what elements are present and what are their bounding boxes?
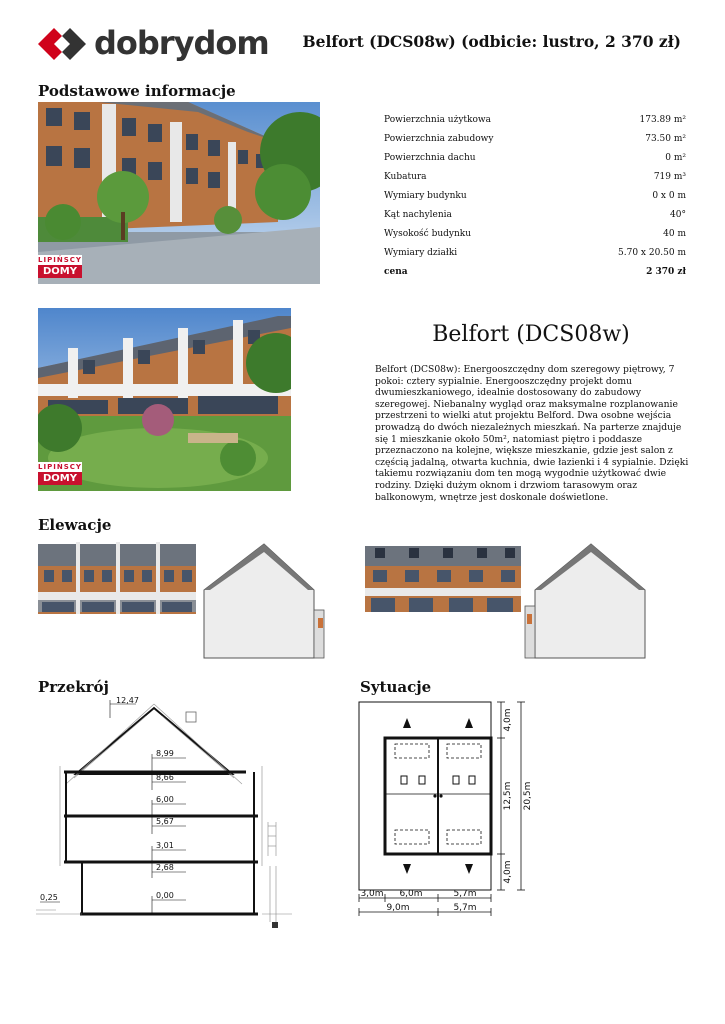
spec-row [384, 206, 686, 225]
spec-row [384, 168, 686, 187]
house-photo-front [38, 102, 320, 284]
spec-value: 0 m² [665, 153, 686, 163]
price-value: 2 370 zł [646, 267, 686, 277]
spec-label: Kubatura [384, 172, 427, 182]
spec-label: Kąt nachylenia [384, 210, 452, 220]
logo[interactable] [36, 22, 269, 64]
brand-badge-bottom: DOMY [38, 472, 82, 485]
level-label: 0,25 [40, 893, 58, 902]
spec-row [384, 244, 686, 263]
site-dim-label: 3,0m [360, 889, 384, 899]
spec-value: 719 m³ [653, 172, 686, 182]
spec-label: Powierzchnia zabudowy [384, 134, 494, 144]
level-label: 12,47 [116, 696, 139, 705]
spec-table [384, 111, 686, 282]
site-dim-label: 9,0m [386, 903, 410, 913]
spec-label: Powierzchnia użytkowa [384, 115, 491, 125]
spec-value: 173.89 m² [639, 115, 686, 125]
cross-section-drawing [36, 696, 302, 932]
spec-value: 40° [670, 210, 686, 220]
site-dim-label: 5,7m [453, 903, 477, 913]
house-photo-garden [38, 308, 291, 491]
level-label: 3,01 [156, 841, 174, 850]
house-description: Belfort (DCS08w): Energooszczędny dom szeregowy piętrowy, 7 pokoi: cztery sypialnie. Energooszczędny projekt domu dwumieszkaniowego, idealnie dostosowany do zabudowy szeregowej. Niebanalny wygląd oraz maksymalne rozplanowanie przestrzeni to wielki atut projektu Belford. Dwa osobne wejścia prowadzą do dwóch niezależnych mieszkań. Na parterze znajduje się 1 mieszkanie około 50m², natomiast piętro i poddasze przeznaczono na kolejne, większe mieszkanie, gdzie jest salon z częścią jadalną, otwarta kuchnia, dwie łazienki i 4 sypialnie. Dzięki takiemu rozwiązaniu dom ten mogą wygodnie użytkować dwie rodziny. Dzięki dużym oknom i drzwiom tarasowym oraz balkonowym, wnętrze jest doskonale doświetlone. [375, 364, 689, 503]
spec-row [384, 111, 686, 130]
elevation-drawings-left [38, 540, 330, 660]
site-plan-drawing [355, 698, 533, 926]
logo-mark-icon [36, 24, 88, 62]
spec-row [384, 149, 686, 168]
spec-row-price [384, 263, 686, 282]
level-label: 8,99 [156, 749, 174, 758]
house-name: Belfort (DCS08w) [432, 322, 630, 347]
brand-badge [38, 462, 82, 485]
spec-row [384, 130, 686, 149]
elevation-drawings-right [365, 540, 657, 660]
spec-value: 5.70 x 20.50 m [618, 248, 686, 258]
spec-row [384, 187, 686, 206]
site-dim-label: 6,0m [399, 889, 423, 899]
spec-label: Wymiary działki [384, 248, 458, 258]
page-title: Belfort (DCS08w) (odbicie: lustro, 2 370 zł) [302, 32, 681, 51]
logo-text: dobrydom [94, 24, 269, 62]
level-label: 2,68 [156, 863, 174, 872]
spec-label: Wymiary budynku [384, 191, 467, 201]
section-heading-elevations: Elewacje [38, 516, 112, 534]
spec-row [384, 225, 686, 244]
spec-label: Powierzchnia dachu [384, 153, 476, 163]
level-label: 0,00 [156, 891, 174, 900]
brand-badge [38, 255, 82, 278]
level-label: 8,66 [156, 773, 174, 782]
section-heading-site: Sytuacje [360, 678, 432, 696]
section-heading-basic-info: Podstawowe informacje [38, 82, 236, 100]
spec-value: 73.50 m² [645, 134, 686, 144]
spec-value: 0 x 0 m [652, 191, 686, 201]
section-heading-cross-section: Przekrój [38, 678, 109, 696]
spec-label: Wysokość budynku [384, 229, 472, 239]
site-dim-label: 20,5m [523, 781, 533, 811]
brand-badge-top: LIPIŃSCY [38, 256, 82, 264]
site-dim-label: 12,5m [503, 781, 513, 811]
level-label: 5,67 [156, 817, 174, 826]
site-dim-label: 5,7m [453, 889, 477, 899]
site-dim-label: 4,0m [503, 708, 513, 732]
spec-label: cena [384, 267, 408, 277]
spec-value: 40 m [663, 229, 686, 239]
brand-badge-top: LIPIŃSCY [38, 463, 82, 471]
site-dim-label: 4,0m [503, 860, 513, 884]
brand-badge-bottom: DOMY [38, 265, 82, 278]
level-label: 6,00 [156, 795, 174, 804]
